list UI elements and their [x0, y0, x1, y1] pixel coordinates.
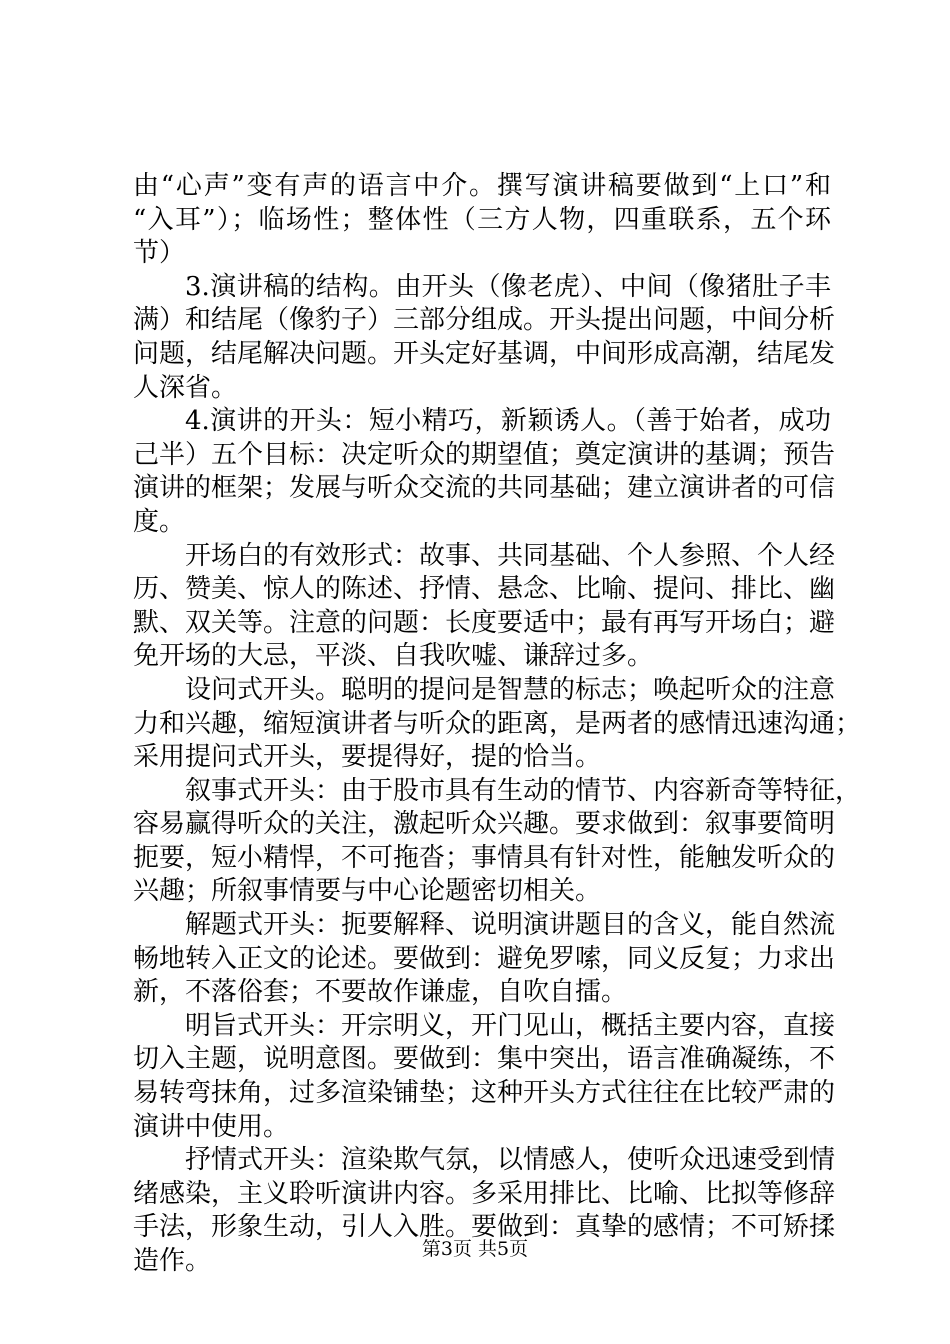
text-line: 采用提问式开头，要提得好，提的恰当。 [133, 742, 602, 773]
text-line: 己半）五个目标：决定听众的期望值；奠定演讲的基调；预告 [133, 439, 836, 470]
text-line: 开场白的有效形式：故事、共同基础、个人参照、个人经 [185, 540, 836, 571]
document-body [133, 170, 862, 1279]
text-line: 易转弯抹角，过多渲染铺垫；这种开头方式往往在比较严肃的 [133, 1078, 836, 1109]
text-line: 度。 [133, 506, 186, 537]
text-line: 兴趣；所叙事情要与中心论题密切相关。 [133, 876, 602, 907]
text-line: 解题式开头：扼要解释、说明演讲题目的含义，能自然流 [185, 910, 836, 941]
text-line: 扼要，短小精悍，不可拖沓；事情具有针对性，能触发听众的 [133, 842, 836, 873]
text-line: 叙事式开头：由于股市具有生动的情节、内容新奇等特征， [185, 775, 862, 806]
text-line: 人深省。 [133, 372, 238, 403]
text-line: 3.演讲稿的结构。由开头（像老虎）、中间（像猪肚子丰 [185, 271, 831, 302]
text-line: 由“心声”变有声的语言中介。撰写演讲稿要做到“上口”和 [133, 171, 831, 201]
text-line: 畅地转入正文的论述。要做到：避免罗嗦，同义反复；力求出 [133, 943, 836, 974]
text-line: 历、赞美、惊人的陈述、抒情、悬念、比喻、提问、排比、幽 [133, 574, 836, 605]
text-line: 绪感染，主义聆听演讲内容。多采用排比、比喻、比拟等修辞 [133, 1178, 836, 1209]
page-footer: 第3页 共5页 [421, 1238, 529, 1260]
text-line: 免开场的大忌，平淡、自我吹嘘、谦辞过多。 [133, 641, 654, 672]
text-line: “入耳”）；临场性；整体性（三方人物，四重联系，五个环 [133, 204, 831, 235]
text-line: 节） [133, 238, 186, 269]
text-line: 4.演讲的开头：短小精巧，新颖诱人。（善于始者，成功 [185, 406, 831, 437]
text-line: 演讲中使用。 [133, 1111, 290, 1142]
text-line: 满）和结尾（像豹子）三部分组成。开头提出问题，中间分析 [133, 305, 836, 336]
text-line: 问题，结尾解决问题。开头定好基调，中间形成高潮，结尾发 [133, 338, 836, 369]
text-line: 切入主题，说明意图。要做到：集中突出，语言准确凝练，不 [133, 1044, 836, 1075]
text-line: 演讲的框架；发展与听众交流的共同基础；建立演讲者的可信 [133, 473, 836, 504]
text-line: 造作。 [133, 1246, 212, 1276]
text-line: 设问式开头。聪明的提问是智慧的标志；唤起听众的注意 [185, 674, 836, 705]
text-line: 抒情式开头：渲染欺气氛，以情感人，使听众迅速受到情 [185, 1145, 836, 1176]
text-line: 容易赢得听众的关注，激起听众兴趣。要求做到：叙事要简明 [133, 809, 836, 840]
text-line: 力和兴趣，缩短演讲者与听众的距离，是两者的感情迅速沟通； [133, 708, 862, 739]
text-line: 默、双关等。注意的问题：长度要适中；最有再写开场白；避 [133, 607, 836, 638]
text-line: 手法，形象生动，引人入胜。要做到：真挚的感情；不可矫揉 [133, 1212, 836, 1243]
text-line: 明旨式开头：开宗明义，开门见山，概括主要内容，直接 [185, 1010, 836, 1041]
text-line: 新，不落俗套；不要故作谦虚，自吹自擂。 [133, 977, 628, 1008]
